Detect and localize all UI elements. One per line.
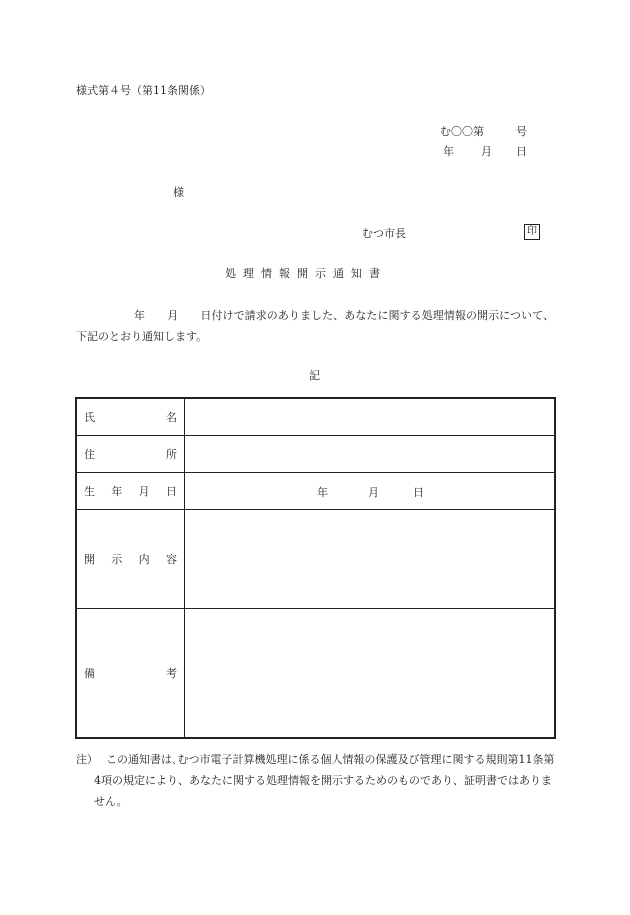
- info-table: [75, 397, 556, 739]
- title-char: 知: [351, 267, 369, 280]
- issue-date-month: 月: [481, 145, 492, 158]
- name-value[interactable]: [185, 398, 556, 435]
- title-char: 開: [297, 267, 315, 280]
- table-row-birth: [76, 472, 555, 509]
- remarks-value[interactable]: [185, 608, 556, 738]
- disclosure-value[interactable]: [185, 509, 556, 608]
- ki-heading: 記: [309, 369, 320, 382]
- footnote: [76, 749, 556, 812]
- table-row-disclosure: [76, 509, 555, 608]
- title-char: 報: [279, 267, 297, 280]
- document-number-suffix: 号: [516, 125, 527, 138]
- table-row-name: [76, 398, 555, 435]
- birth-value[interactable]: [185, 472, 556, 509]
- remarks-label: 備 考: [76, 608, 185, 738]
- title-char: 情: [261, 267, 279, 280]
- address-value[interactable]: [185, 435, 556, 472]
- table-row-remarks: [76, 608, 555, 738]
- sender: むつ市長: [362, 227, 406, 240]
- address-label: 住 所: [76, 435, 185, 472]
- body-text: 年 月 日付けで請求のありました、あなたに関する処理情報の開示について、下記のとおり通知します。: [76, 309, 554, 343]
- title-char: 示: [315, 267, 333, 280]
- issue-date-day: 日: [516, 145, 527, 158]
- title-char: 理: [243, 267, 261, 280]
- name-label: 氏 名: [76, 398, 185, 435]
- title-char: 書: [369, 267, 387, 280]
- addressee-suffix: 様: [173, 186, 184, 199]
- title-char: 通: [333, 267, 351, 280]
- disclosure-label: 開 示 内 容: [76, 509, 185, 608]
- birth-label: 生 年 月 日: [76, 472, 185, 509]
- birth-year: 年: [317, 485, 328, 499]
- form-number: 様式第４号（第11条関係）: [76, 84, 211, 97]
- document-number-prefix: む〇〇第: [440, 125, 484, 138]
- title-char: 処: [225, 267, 243, 280]
- document-title: [225, 267, 387, 281]
- table-row-address: [76, 435, 555, 472]
- seal-mark: 印: [524, 224, 540, 240]
- footnote-mark: 注）: [76, 753, 98, 766]
- issue-date-year: 年: [443, 145, 454, 158]
- footnote-text: この通知書は､むつ市電子計算機処理に係る個人情報の保護及び管理に関する規則第11条第4項の規定により、あなたに関する処理情報を開示するためのものであり、証明書ではありません。: [94, 753, 555, 808]
- birth-day: 日: [413, 485, 424, 499]
- birth-month: 月: [368, 485, 379, 499]
